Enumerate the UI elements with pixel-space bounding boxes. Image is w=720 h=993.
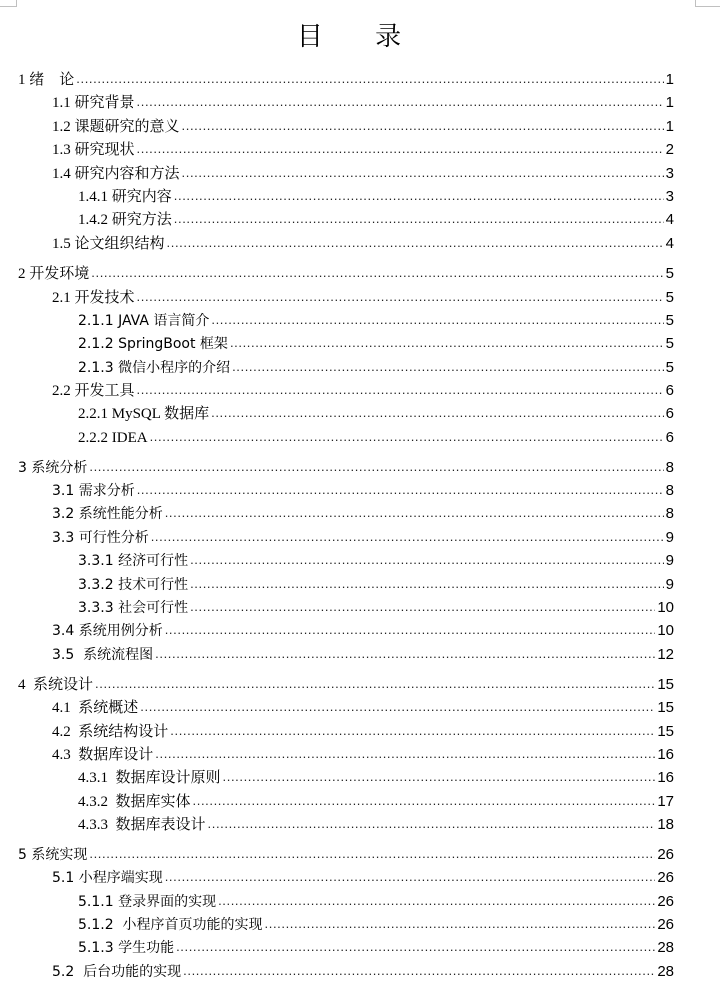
dot-leader	[218, 891, 655, 911]
toc-entry[interactable]	[78, 548, 674, 571]
dot-leader	[137, 139, 664, 159]
toc-entry[interactable]	[52, 742, 674, 765]
dot-leader	[174, 209, 664, 229]
toc-entry-page-number: 10	[657, 622, 674, 639]
dot-leader	[95, 674, 655, 694]
toc-entry-page-number: 15	[657, 723, 674, 740]
toc-entry[interactable]	[78, 789, 674, 812]
toc-entry[interactable]	[78, 765, 674, 788]
dot-leader	[170, 721, 655, 741]
toc-entry-page-number: 26	[657, 916, 674, 933]
toc-entry-label: 2.2.1 MySQL 数据库	[78, 406, 210, 422]
toc-entry[interactable]	[52, 114, 674, 137]
dot-leader	[183, 961, 655, 981]
toc-entry[interactable]	[78, 889, 674, 912]
dot-leader	[89, 457, 663, 477]
toc-entry[interactable]	[18, 67, 674, 90]
dot-leader	[137, 480, 664, 500]
toc-entry[interactable]	[52, 378, 674, 401]
toc-entry-label: 3.3.2 技术可行性	[78, 577, 189, 593]
toc-entry-page-number: 3	[665, 188, 674, 205]
toc-entry[interactable]	[78, 184, 674, 207]
toc-entry-page-number: 2	[665, 141, 674, 158]
toc-entry-label: 3.5 系统流程图	[52, 647, 154, 663]
toc-entry-page-number: 1	[665, 71, 674, 88]
dot-leader	[190, 597, 655, 617]
toc-entry-page-number: 8	[665, 505, 674, 522]
toc-entry-page-number: 28	[657, 939, 674, 956]
toc-entry[interactable]	[52, 959, 674, 982]
toc-entry-label: 4.3.1 数据库设计原则	[78, 770, 221, 786]
toc-entry[interactable]	[52, 478, 674, 501]
toc-entry-label: 5.1 小程序端实现	[52, 870, 163, 886]
toc-entry-label: 3.3.1 经济可行性	[78, 553, 189, 569]
dot-leader	[265, 914, 656, 934]
dot-leader	[193, 791, 656, 811]
toc-entry-label: 1.4.2 研究方法	[78, 212, 172, 228]
dot-leader	[165, 503, 664, 523]
toc-entry-label: 1 绪 论	[18, 72, 75, 88]
toc-entry[interactable]	[78, 207, 674, 230]
toc-entry-page-number: 6	[665, 382, 674, 399]
toc-entry-page-number: 9	[665, 552, 674, 569]
toc-entry[interactable]	[52, 137, 674, 160]
toc-entry[interactable]	[52, 865, 674, 888]
dot-leader	[174, 186, 664, 206]
toc-entry-label: 2.1.3 微信小程序的介绍	[78, 360, 231, 376]
toc-entry-label: 1.2 课题研究的意义	[52, 119, 180, 135]
toc-entry-page-number: 9	[665, 529, 674, 546]
toc-entry-page-number: 15	[657, 676, 674, 693]
toc-entry-label: 4.3.2 数据库实体	[78, 794, 191, 810]
dot-leader	[137, 92, 664, 112]
toc-entry-label: 3 系统分析	[18, 460, 88, 476]
toc-entry-page-number: 5	[665, 359, 674, 376]
dot-leader	[137, 380, 664, 400]
toc-entry[interactable]	[52, 285, 674, 308]
toc-entry[interactable]	[52, 618, 674, 641]
toc-entry[interactable]	[18, 842, 674, 865]
toc-entry-label: 2.1 开发技术	[52, 290, 135, 306]
toc-entry[interactable]	[18, 261, 674, 284]
toc-entry-label: 2.1.2 SpringBoot 框架	[78, 336, 228, 352]
toc-entry[interactable]	[18, 672, 674, 695]
toc-entry[interactable]	[52, 90, 674, 113]
toc-entry-page-number: 15	[657, 699, 674, 716]
dot-leader	[150, 427, 664, 447]
toc-entry-label: 5.2 后台功能的实现	[52, 964, 182, 980]
toc-entry[interactable]	[78, 912, 674, 935]
toc-entry[interactable]	[78, 595, 674, 618]
toc-entry-label: 2.2 开发工具	[52, 383, 135, 399]
toc-entry-label: 3.2 系统性能分析	[52, 506, 163, 522]
toc-entry-page-number: 16	[657, 769, 674, 786]
toc-entry[interactable]	[52, 501, 674, 524]
toc-entry[interactable]	[78, 812, 674, 835]
toc-entry-label: 4.2 系统结构设计	[52, 724, 169, 740]
toc-entry-label: 5.1.2 小程序首页功能的实现	[78, 917, 263, 933]
dot-leader	[151, 527, 664, 547]
toc-entry-label: 5 系统实现	[18, 847, 88, 863]
toc-entry-page-number: 1	[665, 118, 674, 135]
toc-entry-page-number: 9	[665, 576, 674, 593]
dot-leader	[223, 767, 656, 787]
dot-leader	[137, 287, 664, 307]
toc-entry-label: 1.5 论文组织结构	[52, 236, 165, 252]
toc-entry-page-number: 8	[665, 459, 674, 476]
toc-entry-page-number: 5	[665, 289, 674, 306]
toc-entry-page-number: 12	[657, 646, 674, 663]
dot-leader	[176, 937, 655, 957]
toc-entry[interactable]	[52, 161, 674, 184]
dot-leader	[211, 403, 664, 423]
toc-entry-page-number: 3	[665, 165, 674, 182]
toc-entry-label: 5.1.1 登录界面的实现	[78, 894, 217, 910]
dot-leader	[232, 357, 664, 377]
toc-entry-label: 3.1 需求分析	[52, 483, 135, 499]
toc-entry[interactable]	[52, 695, 674, 718]
dot-leader	[165, 867, 656, 887]
toc-entry[interactable]	[78, 425, 674, 448]
dot-leader	[89, 844, 655, 864]
toc-entry[interactable]	[18, 455, 674, 478]
dot-leader	[140, 697, 655, 717]
toc-entry-label: 4.3 数据库设计	[52, 747, 154, 763]
toc-entry[interactable]	[78, 572, 674, 595]
dot-leader	[165, 620, 656, 640]
toc-entry-label: 1.4.1 研究内容	[78, 189, 172, 205]
page-corner-mark-top-right	[695, 0, 720, 7]
toc-entry-label: 3.4 系统用例分析	[52, 623, 163, 639]
toc-entry-page-number: 26	[657, 846, 674, 863]
toc-entry[interactable]	[78, 355, 674, 378]
toc-entry[interactable]	[78, 935, 674, 958]
toc-entry-label: 2.1.1 JAVA 语言简介	[78, 313, 210, 329]
dot-leader	[91, 263, 663, 283]
toc-entry-page-number: 26	[657, 893, 674, 910]
dot-leader	[230, 333, 664, 353]
toc-entry-label: 4.1 系统概述	[52, 700, 139, 716]
toc-entry-page-number: 5	[665, 265, 674, 282]
page-corner-mark-top-left	[0, 0, 17, 7]
toc-entry[interactable]	[52, 231, 674, 254]
dot-leader	[182, 163, 664, 183]
dot-leader	[208, 814, 656, 834]
toc-entry-page-number: 4	[665, 211, 674, 228]
toc-entry-page-number: 8	[665, 482, 674, 499]
dot-leader	[76, 69, 663, 89]
dot-leader	[155, 744, 655, 764]
toc-entry-label: 3.3.3 社会可行性	[78, 600, 189, 616]
toc-entry-page-number: 5	[665, 312, 674, 329]
toc-entry-page-number: 5	[665, 335, 674, 352]
toc-entry-page-number: 10	[657, 599, 674, 616]
toc-entry-page-number: 16	[657, 746, 674, 763]
toc-entry[interactable]	[52, 642, 674, 665]
toc-entry-page-number: 4	[665, 235, 674, 252]
toc-entry-page-number: 6	[665, 429, 674, 446]
toc-entry-label: 4.3.3 数据库表设计	[78, 817, 206, 833]
toc-entry-page-number: 6	[665, 405, 674, 422]
toc-entry-label: 5.1.3 学生功能	[78, 940, 175, 956]
toc-entry-page-number: 28	[657, 963, 674, 980]
toc-entry-page-number: 18	[657, 816, 674, 833]
toc-entry-label: 1.1 研究背景	[52, 95, 135, 111]
toc-entry-label: 2 开发环境	[18, 266, 90, 282]
toc-entry[interactable]	[78, 308, 674, 331]
toc-entry[interactable]	[78, 331, 674, 354]
toc-entry[interactable]	[78, 401, 674, 424]
dot-leader	[167, 233, 664, 253]
dot-leader	[182, 116, 664, 136]
toc-entry-page-number: 1	[665, 94, 674, 111]
toc-entry-label: 3.3 可行性分析	[52, 530, 149, 546]
page-title: 目 录	[296, 22, 424, 52]
dot-leader	[190, 574, 664, 594]
toc-entry-page-number: 17	[657, 793, 674, 810]
toc-entry[interactable]	[52, 525, 674, 548]
toc-entry-label: 1.3 研究现状	[52, 142, 135, 158]
dot-leader	[155, 644, 655, 664]
dot-leader	[190, 550, 664, 570]
toc-entry-label: 4 系统设计	[18, 677, 94, 693]
toc-entry-label: 1.4 研究内容和方法	[52, 166, 180, 182]
dot-leader	[211, 310, 663, 330]
toc-entry-page-number: 26	[657, 869, 674, 886]
toc-entry-label: 2.2.2 IDEA	[78, 430, 148, 446]
toc-entry[interactable]	[52, 719, 674, 742]
